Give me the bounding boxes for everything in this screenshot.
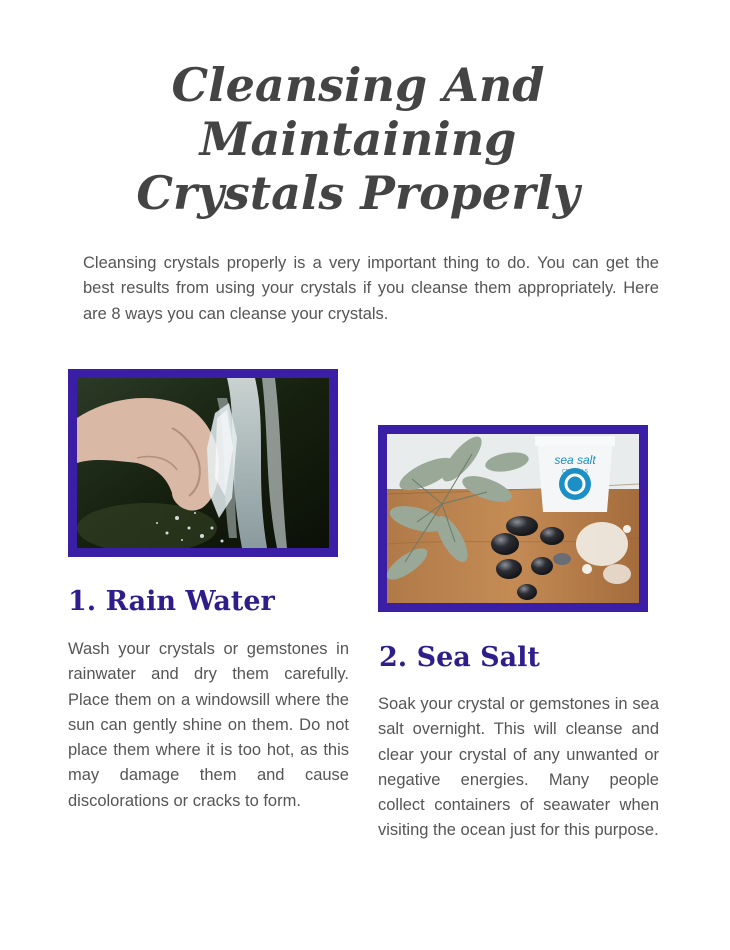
page-title xyxy=(100,58,616,220)
sea-salt-photo xyxy=(378,425,648,612)
title-line-3: Crystals Properly xyxy=(136,166,580,220)
intro-paragraph: Cleansing crystals properly is a very important thing to do. You can get the best results from using your crystals if you cleanse them appropriately. Here are 8 ways you can cleanse your crystals. xyxy=(83,254,659,323)
jar-sublabel: CRYSTALS xyxy=(562,469,588,475)
title-line-2: Maintaining xyxy=(199,112,517,166)
rain-water-body: Wash your crystals or gemstones in rainwater and dry them carefully. Place them on a windowsill where the sun can gently shine on them. Do not place them where it is too hot, as this may damage them and cause discolorations or cracks to form. xyxy=(68,640,349,810)
rain-water-photo xyxy=(68,369,338,557)
sea-salt-heading: 2. Sea Salt xyxy=(379,642,540,673)
title-line-1: Cleansing And xyxy=(171,58,545,112)
sea-salt-body: Soak your crystal or gemstones in sea salt overnight. This will cleanse and clear your crystal of any unwanted or negative energies. Many people collect containers of seawater when visiting the ocean just for this purpose. xyxy=(378,695,659,840)
jar-label: sea salt xyxy=(554,453,596,467)
rain-water-heading: 1. Rain Water xyxy=(68,586,275,617)
rain-water-illustration xyxy=(77,378,329,548)
sea-salt-illustration xyxy=(387,434,639,603)
